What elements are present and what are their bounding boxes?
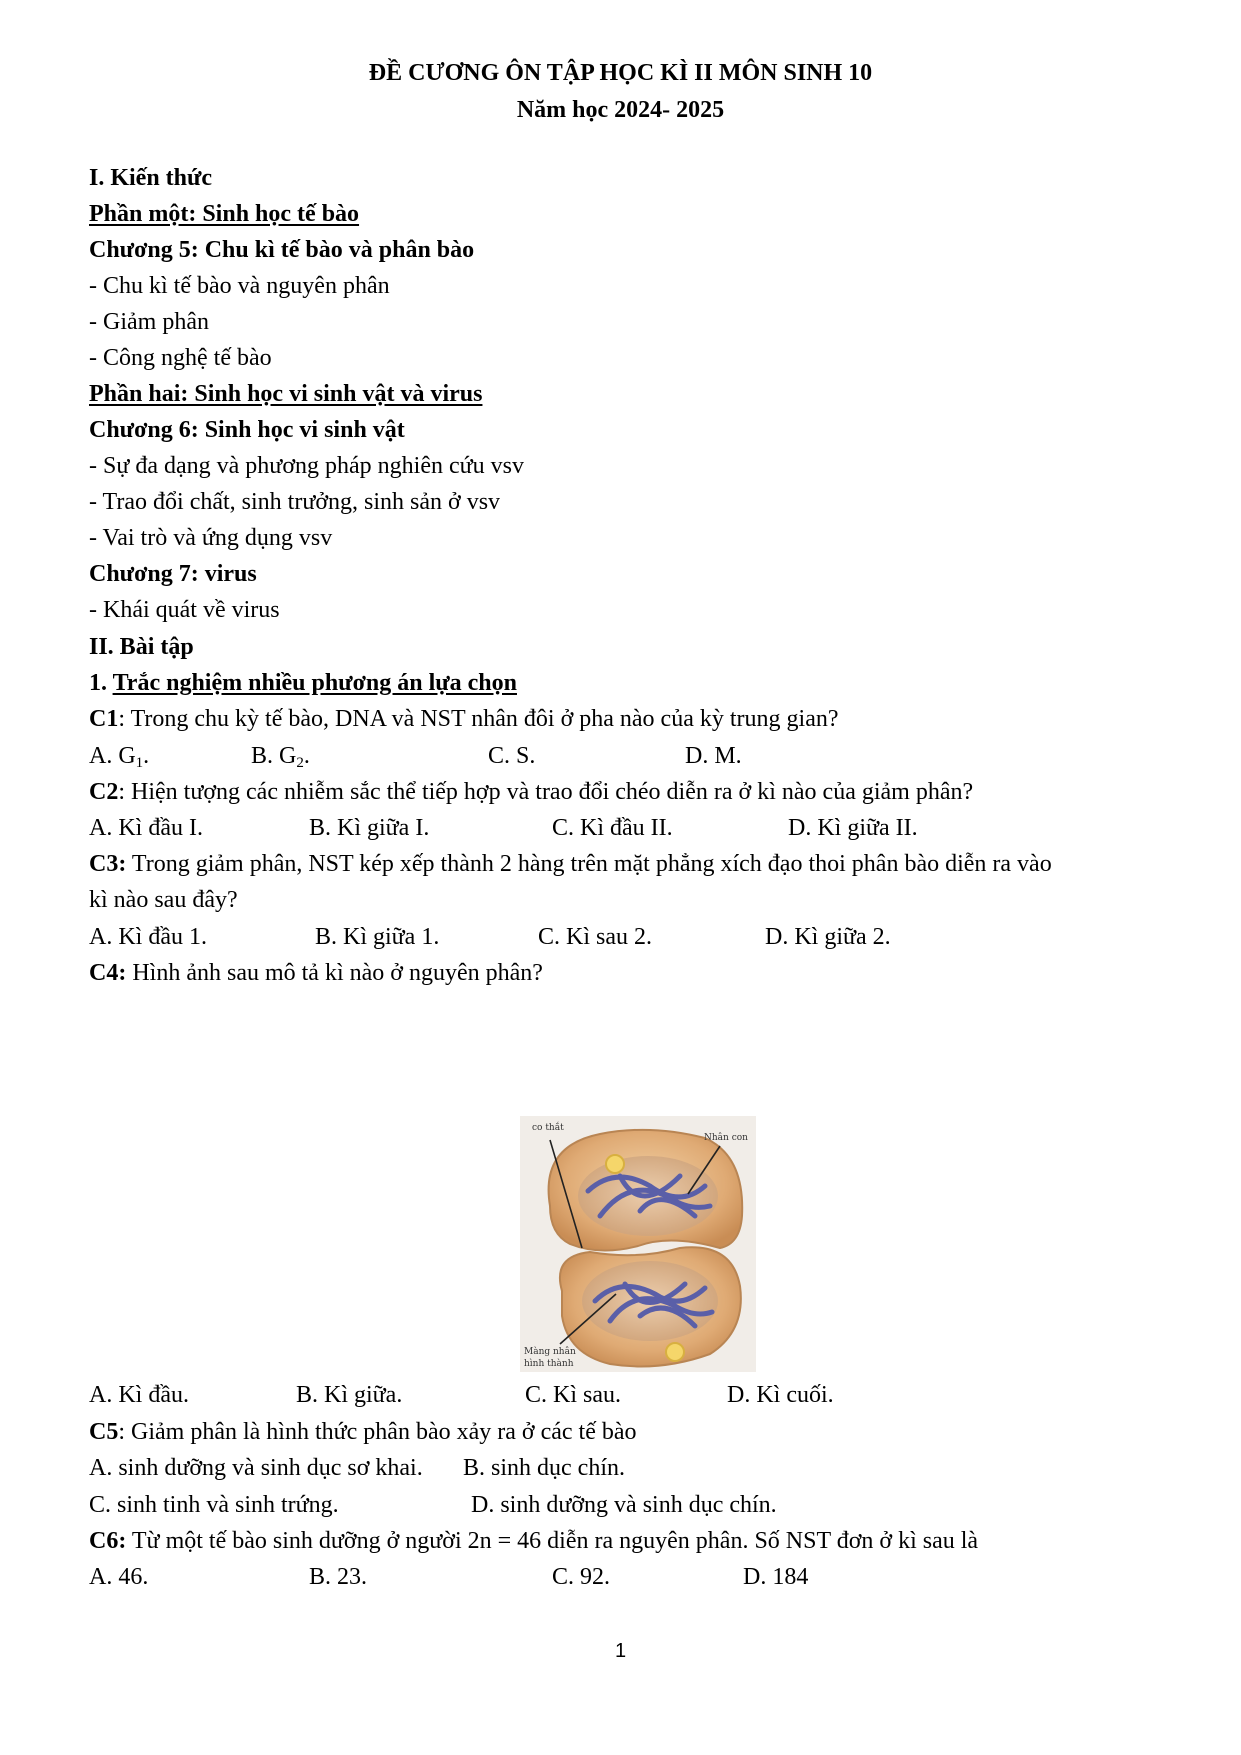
- answer-option-c: C. sinh tinh và sinh trứng.: [89, 1492, 339, 1518]
- section-knowledge-heading: I. Kiến thức: [89, 165, 213, 191]
- answer-options-c1: [89, 741, 1149, 771]
- answer-option-b: B. Kì giữa.: [296, 1382, 403, 1408]
- section-exercises-heading: II. Bài tập: [89, 634, 194, 660]
- chapter-6-heading: Chương 6: Sinh học vi sinh vật: [89, 417, 405, 443]
- question-text: : Trong chu kỳ tế bào, DNA và NST nhân đôi ở pha nào của kỳ trung gian?: [118, 706, 839, 732]
- centrosome-top: [606, 1155, 624, 1173]
- answer-options-c3: [89, 922, 1149, 952]
- question-c2: [89, 777, 973, 807]
- question-c5: [89, 1417, 637, 1447]
- list-item: - Trao đổi chất, sinh trưởng, sinh sản ở vsv: [89, 489, 501, 515]
- answer-option-a: A. 46.: [89, 1564, 149, 1590]
- answer-option-d: D. sinh dưỡng và sinh dục chín.: [471, 1492, 777, 1518]
- chapter-7-heading: Chương 7: virus: [89, 561, 257, 587]
- answer-option-c: C. Kì sau.: [525, 1382, 621, 1408]
- answer-option-b: B. Kì giữa I.: [309, 815, 430, 841]
- answer-options-c5-row2: [89, 1490, 1149, 1520]
- part-one-heading: Phần một: Sinh học tế bào: [89, 201, 360, 227]
- answer-option-d: D. Kì giữa II.: [788, 815, 918, 841]
- mitosis-figure: [520, 1116, 756, 1372]
- question-text: : Giảm phân là hình thức phân bào xảy ra ở các tế bào: [118, 1419, 637, 1445]
- question-label: C2: [89, 779, 119, 805]
- answer-option-a: A. Kì đầu I.: [89, 815, 203, 841]
- question-c3: [89, 849, 1052, 879]
- subsection-title: Trắc nghiệm nhiều phương án lựa chọn: [112, 670, 517, 696]
- answer-option-d: D. 184: [743, 1564, 809, 1590]
- question-text: : Hiện tượng các nhiễm sắc thể tiếp hợp và trao đổi chéo diễn ra ở kì nào của giảm phân?: [118, 779, 974, 805]
- chapter-5-heading: Chương 5: Chu kì tế bào và phân bào: [89, 237, 475, 263]
- question-c3-continued: kì nào sau đây?: [89, 887, 238, 913]
- figure-label-nucleolus: Nhân con: [704, 1133, 748, 1143]
- answer-options-c6: [89, 1562, 1149, 1592]
- list-item: - Công nghệ tế bào: [89, 345, 272, 371]
- figure-label-cleavage: co thắt: [532, 1123, 564, 1133]
- page-number: 1: [614, 1640, 627, 1662]
- answer-options-c5-row1: [89, 1453, 1149, 1483]
- question-c1: [89, 704, 839, 734]
- question-label: C6:: [89, 1528, 127, 1554]
- centrosome-bottom: [666, 1343, 684, 1361]
- question-c6: [89, 1526, 978, 1556]
- answer-options-c2: [89, 813, 1149, 843]
- list-item: - Vai trò và ứng dụng vsv: [89, 525, 333, 551]
- subsection-number: 1.: [89, 670, 113, 696]
- document-title: ĐỀ CƯƠNG ÔN TẬP HỌC KÌ II MÔN SINH 10: [368, 60, 873, 86]
- answer-option-b: B. Kì giữa 1.: [315, 924, 440, 950]
- question-text: Hình ảnh sau mô tả kì nào ở nguyên phân?: [126, 960, 543, 986]
- answer-option-b: B. 23.: [309, 1564, 368, 1590]
- subsection-mcq-heading: [89, 668, 517, 698]
- figure-label-membrane: Màng nhân: [524, 1347, 576, 1357]
- question-label: C3:: [89, 851, 127, 877]
- question-label: C5: [89, 1419, 119, 1445]
- answer-option-b: B. $G_2$.: [251, 743, 310, 771]
- list-item: - Khái quát về virus: [89, 597, 280, 623]
- question-label: C1: [89, 706, 119, 732]
- question-label: C4:: [89, 960, 127, 986]
- answer-option-c: C. Kì đầu II.: [552, 815, 673, 841]
- answer-option-c: C. 92.: [552, 1564, 611, 1590]
- question-text: Từ một tế bào sinh dưỡng ở người 2n = 46 diễn ra nguyên phân. Số NST đơn ở kì sau là: [126, 1528, 979, 1554]
- answer-option-d: D. Kì giữa 2.: [765, 924, 891, 950]
- figure-label-forming: hình thành: [524, 1359, 574, 1369]
- list-item: - Chu kì tế bào và nguyên phân: [89, 273, 390, 299]
- school-year: Năm học 2024- 2025: [516, 97, 725, 123]
- answer-option-a: A. $G_1$.: [89, 743, 150, 771]
- part-two-heading: Phần hai: Sinh học vi sinh vật và virus: [89, 381, 483, 407]
- question-c4: [89, 958, 543, 988]
- question-text: Trong giảm phân, NST kép xếp thành 2 hàng trên mặt phẳng xích đạo thoi phân bào diễn ra vào: [126, 851, 1052, 877]
- answer-option-c: C. S.: [488, 743, 536, 769]
- answer-option-a: A. sinh dưỡng và sinh dục sơ khai.: [89, 1455, 423, 1481]
- list-item: - Sự đa dạng và phương pháp nghiên cứu vsv: [89, 453, 524, 479]
- answer-option-d: D. Kì cuối.: [727, 1382, 834, 1408]
- answer-option-a: A. Kì đầu.: [89, 1382, 189, 1408]
- answer-option-c: C. Kì sau 2.: [538, 924, 652, 950]
- answer-options-c4: [89, 1380, 1149, 1410]
- list-item: - Giảm phân: [89, 309, 209, 335]
- answer-option-a: A. Kì đầu 1.: [89, 924, 207, 950]
- answer-option-b: B. sinh dục chín.: [463, 1455, 625, 1481]
- answer-option-d: D. M.: [685, 743, 742, 769]
